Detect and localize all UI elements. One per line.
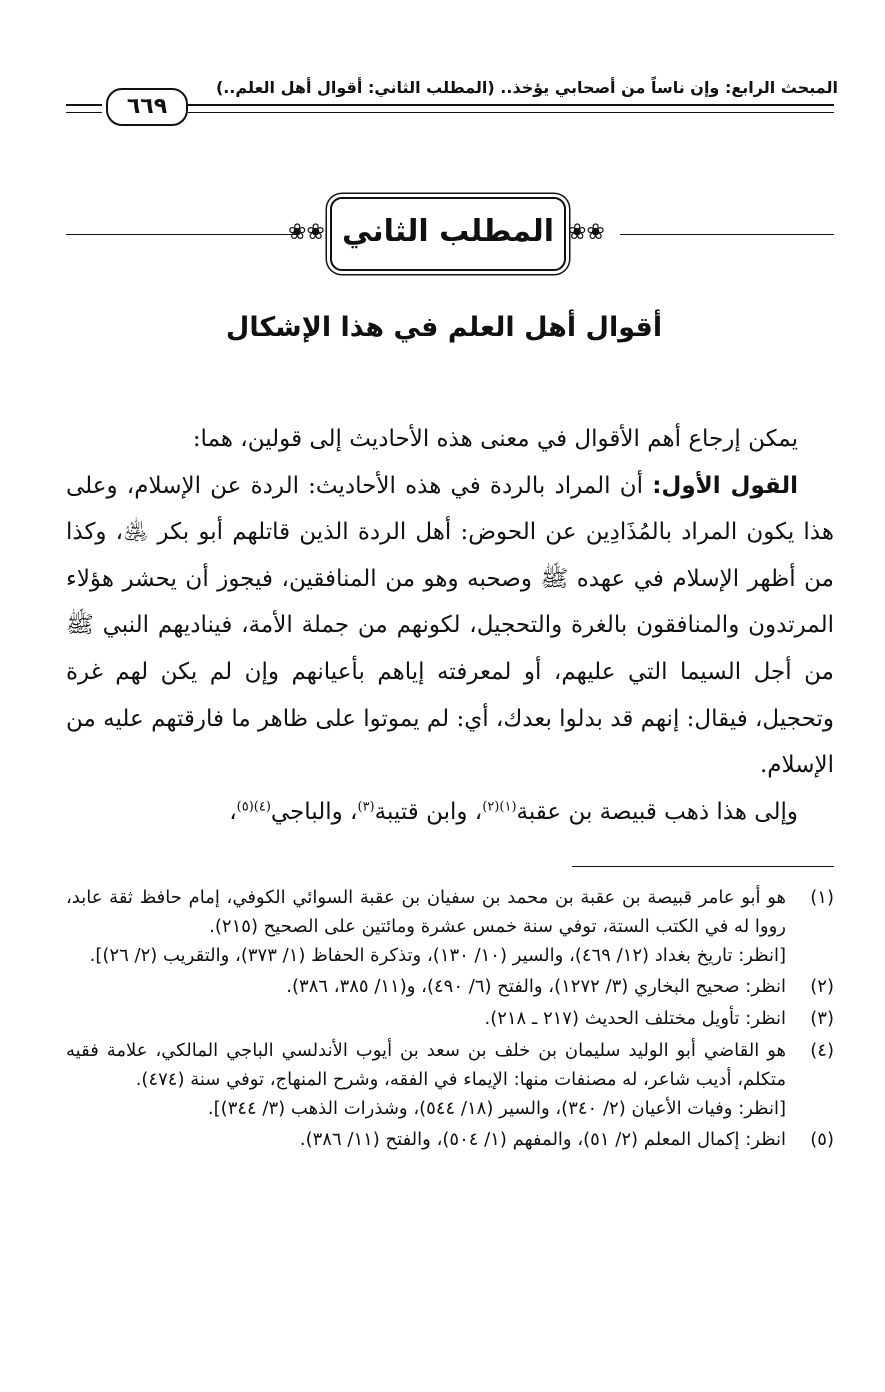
paragraph-scholars — [66, 789, 834, 836]
footnote-ref-1-2: (١)(٢) — [482, 799, 517, 815]
scholars-text-3: ، والباجي — [270, 798, 358, 825]
body-text — [66, 416, 834, 835]
footnote-ref-4-5: (٤)(٥) — [236, 799, 271, 815]
footnote-5 — [66, 1126, 834, 1155]
paragraph-first-opinion — [66, 463, 834, 789]
scholars-text-4: ، — [229, 798, 237, 825]
scholars-text-2: ، وابن قتيبة — [374, 798, 483, 825]
paragraph-intro: يمكن إرجاع أهم الأقوال في معنى هذه الأحاديث إلى قولين، هما: — [192, 426, 798, 452]
footnote-separator — [572, 866, 834, 867]
footnotes — [66, 884, 834, 1158]
footnote-text: انظر: تأويل مختلف الحديث (٢١٧ ـ ٢١٨). — [484, 1008, 786, 1030]
title-line-left — [66, 234, 296, 235]
footnote-number: (٥) — [810, 1129, 834, 1151]
footnote-1 — [66, 884, 834, 970]
footnote-number: (٣) — [810, 1008, 834, 1030]
footnote-number: (٢) — [810, 976, 834, 998]
footnote-text: [انظر: وفيات الأعيان (٢/ ٣٤٠)، والسير (١٨/ ٥٤٤)، وشذرات الذهب (٣/ ٣٤٤)]. — [207, 1097, 786, 1119]
footnote-2 — [66, 973, 834, 1002]
running-header: المبحث الرابع: وإن ناساً من أصحابي يؤخذ.. (المطلب الثاني: أقوال أهل العلم..) — [215, 78, 838, 97]
header-rule-left — [66, 104, 102, 113]
page-number: ٦٦٩ — [106, 88, 188, 126]
title-line-right — [620, 234, 834, 235]
footnote-text: هو أبو عامر قبيصة بن عقبة بن محمد بن سفيان بن عقبة السوائي الكوفي، إمام حافظ ثقة عابد، رووا له في الكتب الستة، توفي سنة خمس عشرة ومائتين على الصحيح (٢١٥). — [66, 887, 786, 937]
section-title: المطلب الثاني — [341, 214, 554, 249]
footnote-ref-3: (٣) — [357, 799, 375, 815]
footnote-text: انظر: إكمال المعلم (٢/ ٥١)، والمفهم (١/ ٥٠٤)، والفتح (١١/ ٣٨٦). — [299, 1129, 786, 1151]
first-opinion-text: أن المراد بالردة في هذه الأحاديث: الردة عن الإسلام، وعلى هذا يكون المراد بالمُذَادِين عن الحوض: أهل الردة الذين قاتلهم أبو بكر ﵁، وكذا من أظهر الإسلام في عهده ﷺ وصحبه وهو من المنافقين، فيجوز أن يحشر هؤلاء المرتدون والمنافقون بالغرة والتحجيل، لكونهم من جملة الأمة، فيناديهم النبي ﷺ من أجل السيما التي عليهم، أو لمعرفته إياهم بأعيانهم وإن لم يكن لهم غرة وتحجيل، فيقال: إنهم قد بدلوا بعدك، أي: لم يموتوا على ظاهر ما فارقتهم عليه من الإسلام. — [66, 472, 834, 779]
footnote-number: (٤) — [810, 1039, 834, 1061]
footnote-text: هو القاضي أبو الوليد سليمان بن خلف بن سعد بن أيوب الأندلسي الباجي المالكي، علامة فقيه متكلم، أديب شاعر، له مصنفات منها: الإيماء في الفقه، وشرح المنهاج، توفي سنة (٤٧٤). — [66, 1039, 786, 1090]
scholars-text-1: وإلى هذا ذهب قبيصة بن عقبة — [516, 798, 798, 825]
ornament-right-icon: ❀❀ — [568, 220, 605, 245]
first-opinion-lead: القول الأول: — [652, 472, 798, 499]
footnote-4 — [66, 1037, 834, 1123]
footnote-3 — [66, 1005, 834, 1034]
footnote-text: انظر: صحيح البخاري (٣/ ١٢٧٢)، والفتح (٦/ ٤٩٠)، و(١١/ ٣٨٥، ٣٨٦). — [286, 976, 786, 998]
header-rule — [188, 104, 834, 113]
ornament-left-icon: ❀❀ — [288, 220, 325, 245]
footnote-text: [انظر: تاريخ بغداد (١٢/ ٤٦٩)، والسير (١٠/ ١٣٠)، وتذكرة الحفاظ (١/ ٣٧٣)، والتقريب (٢/ ٢٦)]. — [89, 944, 786, 966]
footnote-number: (١) — [810, 887, 834, 908]
page-subtitle: أقوال أهل العلم في هذا الإشكال — [225, 312, 663, 343]
